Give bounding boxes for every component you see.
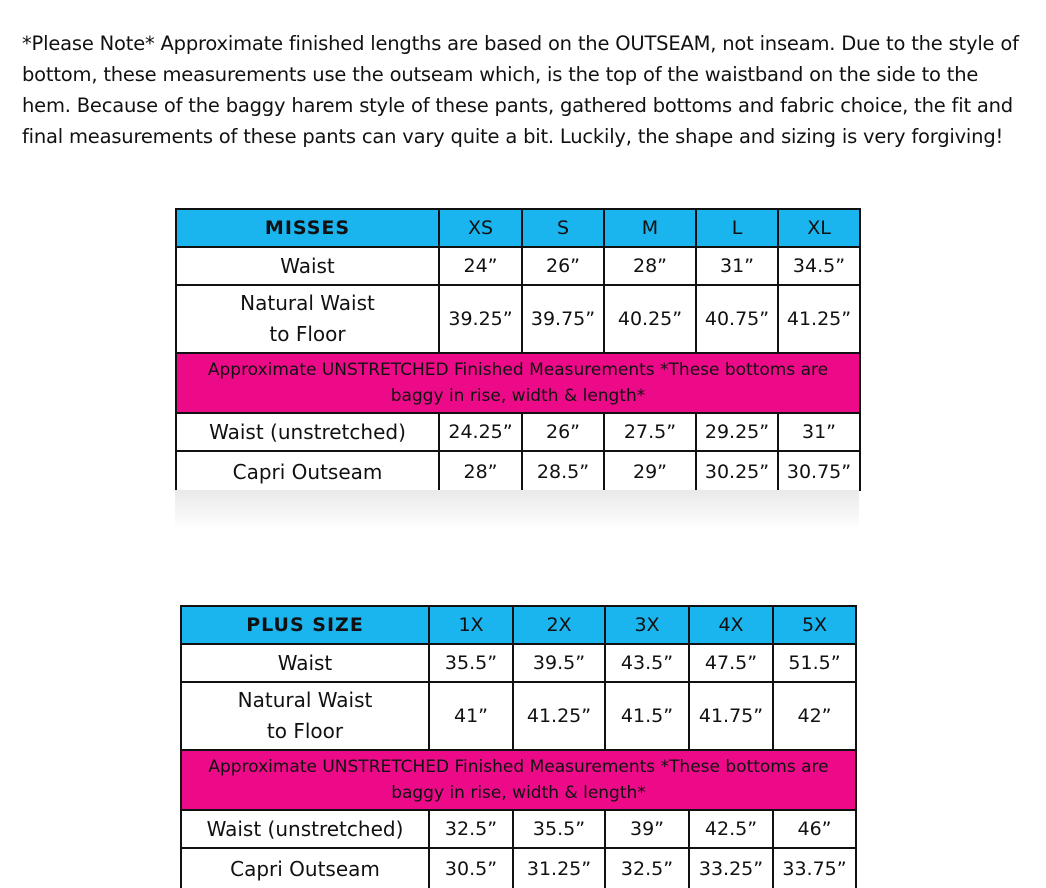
finished-measurements-banner: Approximate UNSTRETCHED Finished Measurements *These bottoms are baggy in rise, width & length*: [181, 750, 856, 810]
size-header: XS: [439, 209, 522, 247]
waist-value: 26”: [522, 247, 604, 285]
plus-banner-row: [181, 750, 856, 810]
capri-value: 30.25”: [696, 451, 778, 491]
size-header: M: [604, 209, 696, 247]
size-header: 3X: [605, 606, 689, 644]
floor-value: 41”: [429, 682, 513, 750]
capri-value: 31.25”: [513, 848, 605, 888]
waist-unstretched-value: 46”: [773, 810, 856, 848]
plus-floor-row: [181, 682, 856, 750]
capri-value: 29”: [604, 451, 696, 491]
waist-unstretched-value: 24.25”: [439, 413, 522, 451]
capri-value: 28”: [439, 451, 522, 491]
plus-size-table: [180, 605, 857, 888]
floor-value: 42”: [773, 682, 856, 750]
size-header: 2X: [513, 606, 605, 644]
size-header: 4X: [689, 606, 773, 644]
floor-value: 41.25”: [778, 285, 860, 353]
capri-label: Capri Outseam: [176, 451, 439, 491]
capri-value: 30.5”: [429, 848, 513, 888]
waist-unstretched-value: 31”: [778, 413, 860, 451]
waist-unstretched-value: 42.5”: [689, 810, 773, 848]
floor-label-line: Natural Waist: [240, 291, 375, 315]
capri-value: 28.5”: [522, 451, 604, 491]
waist-unstretched-value: 35.5”: [513, 810, 605, 848]
floor-value: 41.25”: [513, 682, 605, 750]
floor-label: [176, 285, 439, 353]
floor-value: 39.75”: [522, 285, 604, 353]
waist-value: 51.5”: [773, 644, 856, 682]
floor-value: 40.25”: [604, 285, 696, 353]
waist-unstretched-label: Waist (unstretched): [176, 413, 439, 451]
misses-header-row: [176, 209, 860, 247]
capri-value: 30.75”: [778, 451, 860, 491]
waist-value: 34.5”: [778, 247, 860, 285]
floor-label: [181, 682, 429, 750]
size-header: S: [522, 209, 604, 247]
misses-waist-row: [176, 247, 860, 285]
waist-value: 24”: [439, 247, 522, 285]
misses-floor-row: [176, 285, 860, 353]
floor-label-line: Natural Waist: [237, 688, 373, 712]
floor-value: 39.25”: [439, 285, 522, 353]
waist-label: Waist: [176, 247, 439, 285]
waist-unstretched-value: 29.25”: [696, 413, 778, 451]
size-header: L: [696, 209, 778, 247]
size-header: 5X: [773, 606, 856, 644]
waist-label: Waist: [181, 644, 429, 682]
capri-value: 32.5”: [605, 848, 689, 888]
waist-value: 43.5”: [605, 644, 689, 682]
floor-value: 41.5”: [605, 682, 689, 750]
waist-unstretched-value: 39”: [605, 810, 689, 848]
misses-waist-unstretched-row: [176, 413, 860, 451]
table-fade-edge: [175, 490, 859, 530]
plus-waist-row: [181, 644, 856, 682]
capri-value: 33.75”: [773, 848, 856, 888]
capri-label: Capri Outseam: [181, 848, 429, 888]
waist-unstretched-value: 26”: [522, 413, 604, 451]
plus-title: PLUS SIZE: [181, 606, 429, 644]
waist-value: 31”: [696, 247, 778, 285]
capri-value: 33.25”: [689, 848, 773, 888]
waist-unstretched-value: 27.5”: [604, 413, 696, 451]
floor-value: 41.75”: [689, 682, 773, 750]
plus-capri-row: [181, 848, 856, 888]
misses-title: MISSES: [176, 209, 439, 247]
waist-value: 35.5”: [429, 644, 513, 682]
floor-label-line: to Floor: [266, 719, 344, 743]
waist-unstretched-value: 32.5”: [429, 810, 513, 848]
size-header: XL: [778, 209, 860, 247]
waist-value: 39.5”: [513, 644, 605, 682]
floor-label-line: to Floor: [269, 322, 346, 346]
waist-value: 47.5”: [689, 644, 773, 682]
size-header: 1X: [429, 606, 513, 644]
misses-capri-row: [176, 451, 860, 491]
waist-unstretched-label: Waist (unstretched): [181, 810, 429, 848]
finished-measurements-banner: Approximate UNSTRETCHED Finished Measurements *These bottoms are baggy in rise, width & length*: [176, 353, 860, 413]
measurement-note: *Please Note* Approximate finished lengths are based on the OUTSEAM, not inseam. Due to the style of bottom, these measurements use the outseam which, is the top of the waistband on the side to the hem. Because of the baggy harem style of these pants, gathered bottoms and fabric choice, the fit and final measurements of these pants can vary quite a bit. Luckily, the shape and sizing is very forgiving!: [22, 32, 1019, 148]
plus-header-row: [181, 606, 856, 644]
waist-value: 28”: [604, 247, 696, 285]
floor-value: 40.75”: [696, 285, 778, 353]
misses-size-table: [175, 208, 861, 491]
plus-waist-unstretched-row: [181, 810, 856, 848]
misses-banner-row: [176, 353, 860, 413]
